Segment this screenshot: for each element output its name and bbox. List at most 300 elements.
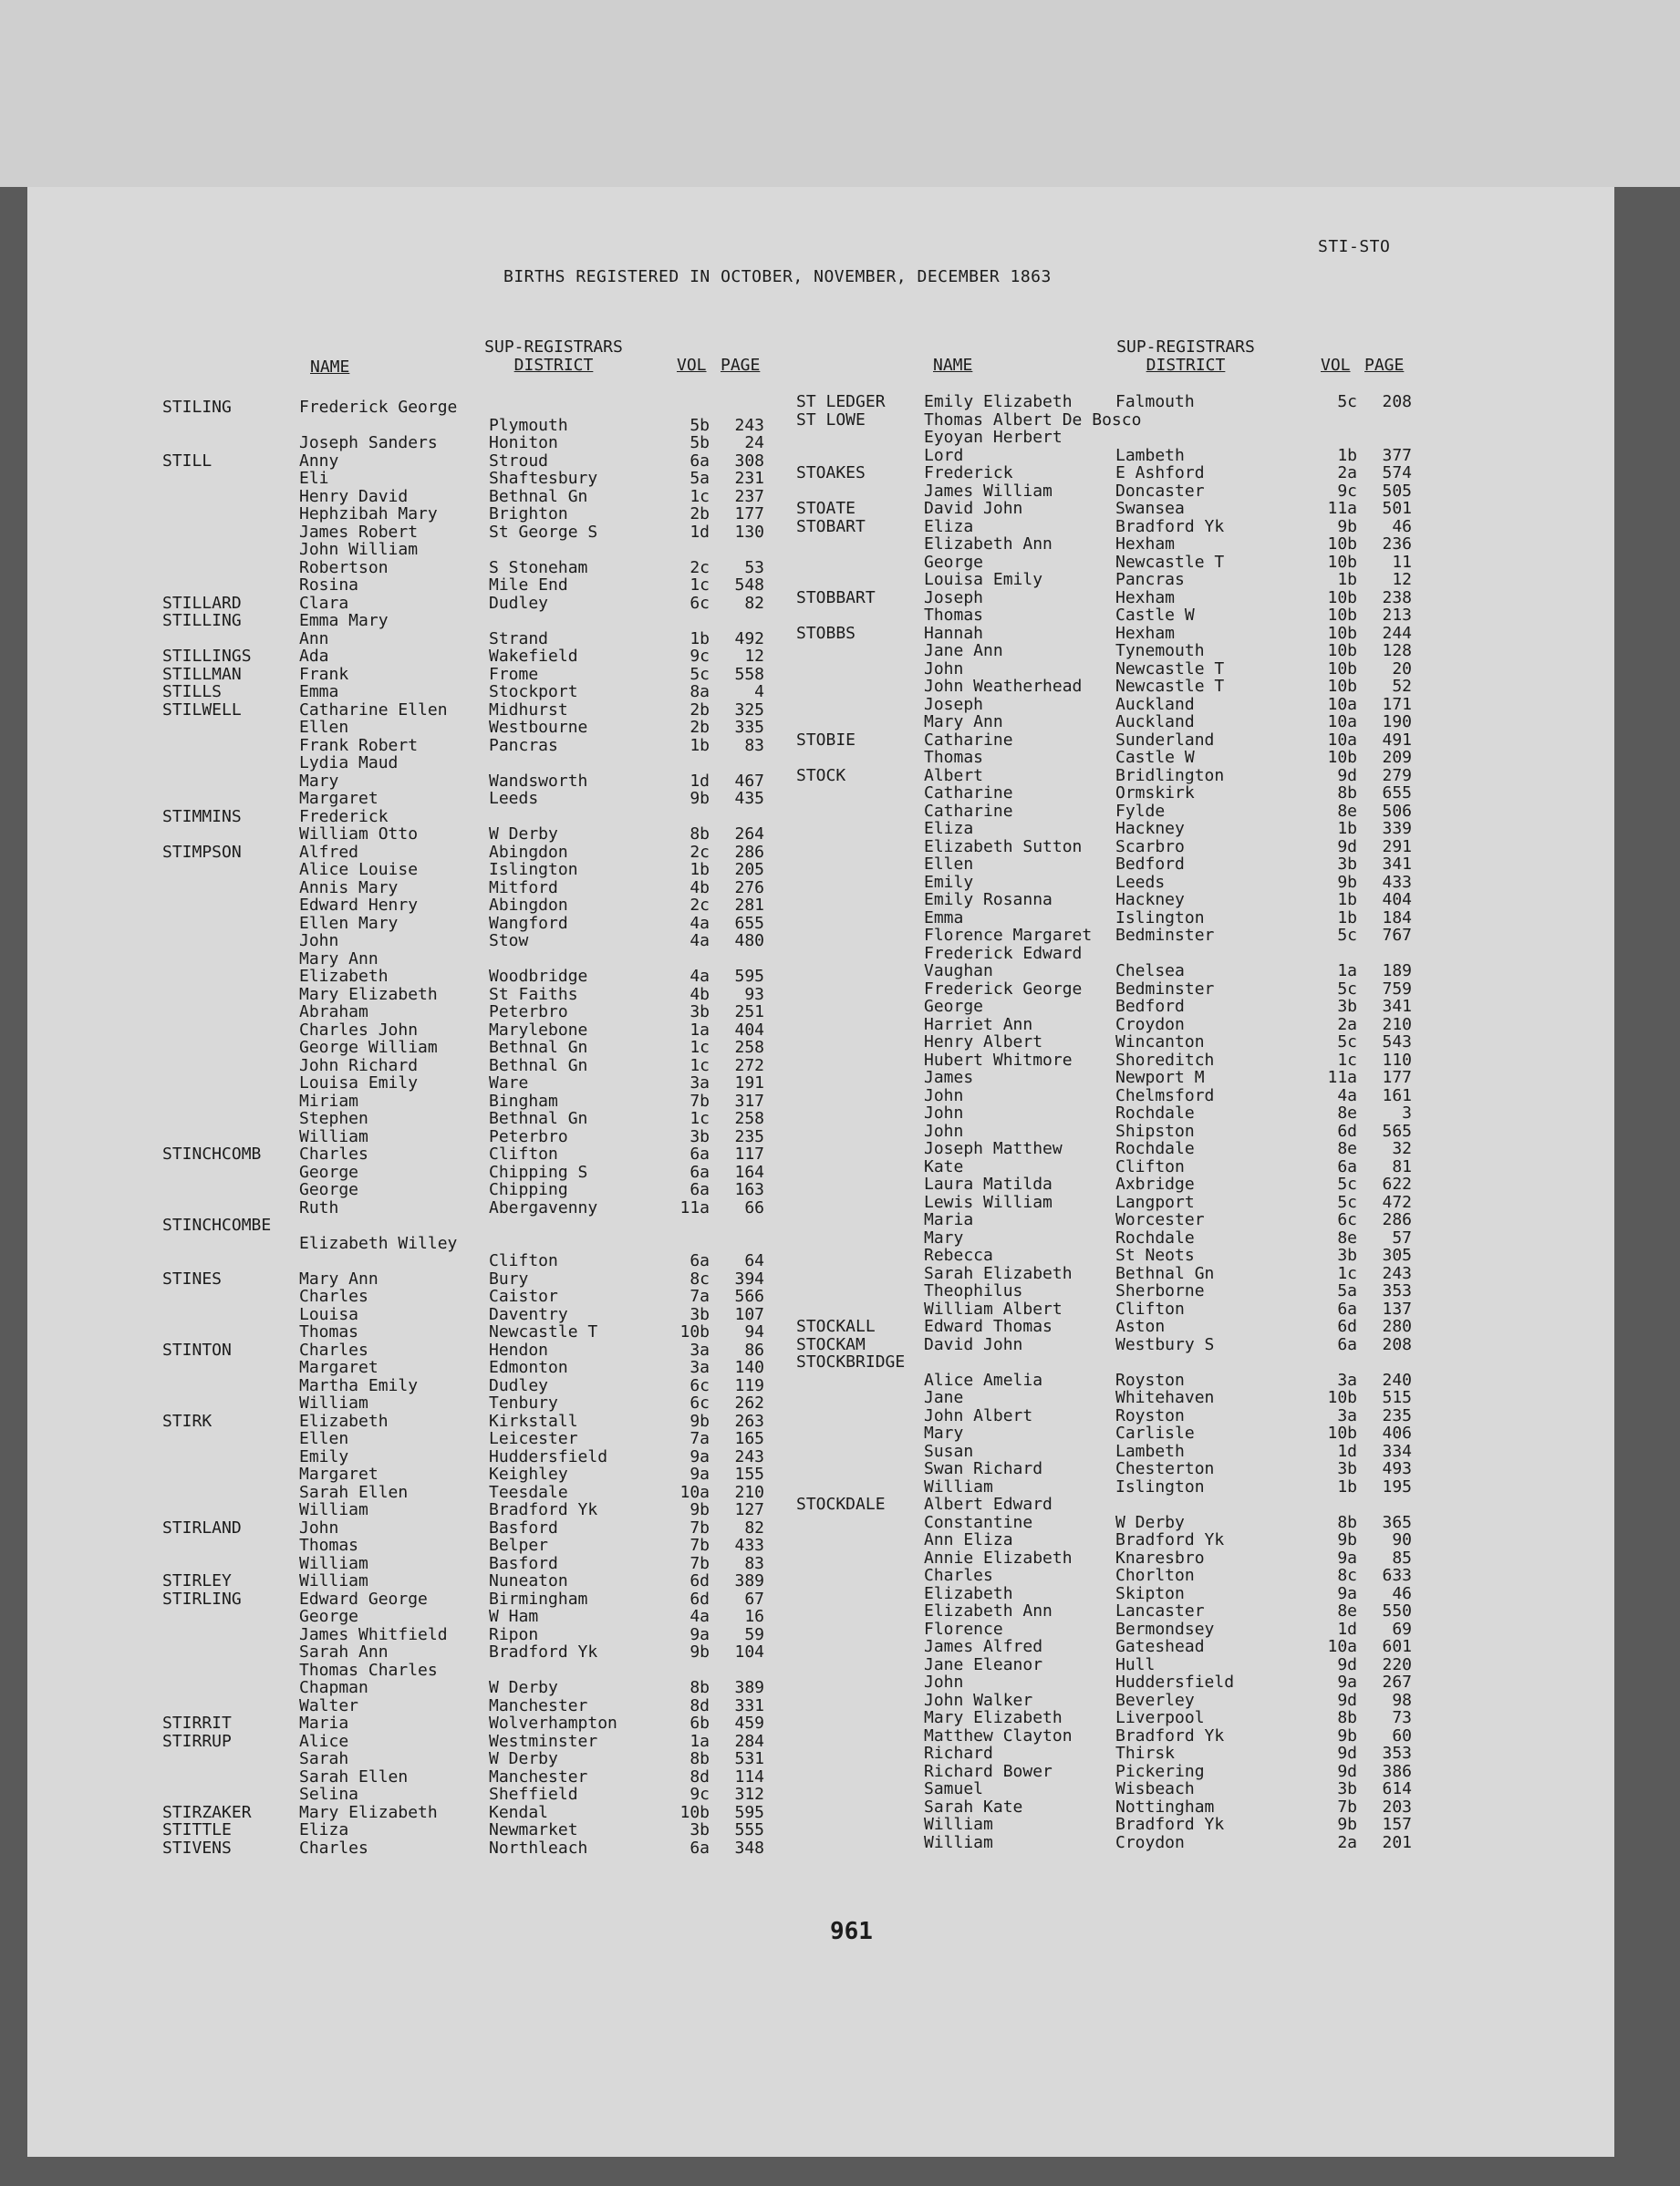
register-entry (162, 1448, 819, 1466)
entry-surname: STIRLEY (162, 1571, 232, 1590)
entry-surname: STOCKALL (796, 1317, 876, 1336)
entry-surname: ST LEDGER (796, 392, 886, 411)
entry-forename: Eli (299, 469, 329, 488)
entry-page-ref: 46 (1392, 516, 1412, 536)
entry-page-ref: 767 (1382, 926, 1412, 945)
entry-page-ref: 4 (754, 682, 764, 701)
entry-page-ref: 73 (1392, 1708, 1412, 1727)
entry-district: Ripon (489, 1624, 539, 1644)
entry-page-ref: 83 (744, 735, 764, 755)
entry-district: Keighley (489, 1465, 568, 1484)
entry-page-ref: 189 (1382, 961, 1412, 980)
entry-district: Huddersfield (1115, 1673, 1235, 1692)
register-entry (796, 1727, 1471, 1746)
entry-district: Bury (489, 1269, 529, 1289)
entry-forename: Sarah Elizabeth (924, 1263, 1073, 1283)
register-entry (162, 1466, 819, 1484)
entry-district: Bedminster (1115, 926, 1215, 945)
entry-forename: Thomas (924, 606, 984, 625)
register-entry (162, 1288, 819, 1306)
entry-district: Chipping (489, 1180, 568, 1199)
entry-forename: Margaret (299, 1465, 379, 1484)
entry-page-ref: 389 (734, 1571, 764, 1590)
entry-district: Newport M (1115, 1068, 1205, 1087)
entry-forename: Sarah Kate (924, 1797, 1023, 1817)
entry-forename: Elizabeth Ann (924, 1601, 1053, 1621)
entry-forename: Thomas (299, 1322, 359, 1342)
entry-district: Falmouth (1115, 392, 1195, 411)
entry-district: Kendal (489, 1802, 549, 1822)
register-entry (796, 1087, 1471, 1105)
entry-page-ref: 57 (1392, 1228, 1412, 1248)
entry-volume: 1d (690, 771, 710, 791)
entry-page-ref: 353 (1382, 1281, 1412, 1300)
entry-volume: 6c (690, 593, 710, 613)
entry-volume: 3a (690, 1073, 710, 1093)
entry-forename: Swan Richard (924, 1459, 1043, 1478)
register-entry (796, 1549, 1471, 1568)
register-entry (162, 1164, 819, 1182)
entry-volume: 4a (1337, 1085, 1357, 1105)
entry-district: Basford (489, 1553, 558, 1573)
entry-district: Doncaster (1115, 481, 1205, 501)
left-col-page-header: PAGE (721, 356, 761, 375)
register-entry (796, 1531, 1471, 1549)
entry-forename: Frederick (299, 806, 389, 826)
entry-volume: 9b (1337, 1815, 1357, 1834)
entry-forename: Louisa Emily (924, 570, 1043, 589)
entry-forename: Charles (924, 1566, 993, 1585)
register-entry (796, 571, 1471, 589)
entry-page-ref: 505 (1382, 481, 1412, 501)
entry-forename: Catharine Ellen (299, 699, 448, 720)
entry-forename: Alice (299, 1731, 349, 1751)
entry-page-ref: 655 (1382, 783, 1412, 803)
entry-volume: 9c (690, 1785, 710, 1804)
entry-district: Wisbeach (1115, 1779, 1195, 1798)
entry-volume: 1b (1337, 445, 1357, 465)
entry-page-ref: 210 (734, 1482, 764, 1502)
entry-page-ref: 543 (1382, 1032, 1412, 1052)
entry-district: Edmonton (489, 1358, 568, 1377)
entry-page-ref: 406 (1382, 1424, 1412, 1443)
entry-forename: Matthew Clayton (924, 1725, 1073, 1746)
entry-forename: Anny (299, 451, 339, 471)
entry-forename: Thomas Albert De Bosco (924, 409, 1142, 430)
entry-volume: 9b (690, 1411, 710, 1431)
register-entry (162, 595, 819, 613)
register-entry (796, 1816, 1471, 1834)
register-entry (162, 1821, 819, 1839)
entry-page-ref: 161 (1382, 1085, 1412, 1105)
register-entry (162, 488, 819, 506)
entry-district: Bradford Yk (1115, 1530, 1225, 1549)
register-entry (796, 429, 1471, 447)
entry-page-ref: 305 (1382, 1246, 1412, 1265)
entry-page-ref: 353 (1382, 1744, 1412, 1763)
entry-volume: 8b (1337, 1512, 1357, 1532)
register-entry (796, 980, 1471, 999)
register-entry (162, 523, 819, 542)
entry-forename: Mary Elizabeth (299, 984, 438, 1004)
entry-district: Clifton (1115, 1299, 1185, 1319)
register-entry (796, 1514, 1471, 1532)
entry-forename: John (924, 658, 964, 679)
register-entry (796, 393, 1471, 411)
entry-forename: Henry David (299, 486, 409, 506)
entry-district: Bedford (1115, 855, 1185, 874)
entry-volume: 11a (679, 1197, 710, 1217)
entry-volume: 6a (690, 1180, 710, 1199)
entry-volume: 7b (690, 1518, 710, 1538)
entry-forename: Stephen (299, 1109, 368, 1128)
entry-page-ref: 377 (1382, 445, 1412, 465)
register-entry (796, 784, 1471, 803)
entry-volume: 8e (1337, 1103, 1357, 1123)
entry-page-ref: 244 (1382, 623, 1412, 643)
entry-volume: 2c (690, 896, 710, 915)
register-entry (162, 399, 819, 417)
entry-forename: Maria (299, 1714, 349, 1733)
entry-district: Carlisle (1115, 1424, 1195, 1443)
register-entry (796, 962, 1471, 980)
entry-volume: 10b (1327, 1424, 1357, 1443)
entry-volume: 9a (690, 1624, 710, 1644)
register-entry (796, 1229, 1471, 1248)
entry-volume: 9a (1337, 1583, 1357, 1603)
entry-volume: 9b (1337, 872, 1357, 892)
register-entry (162, 1715, 819, 1733)
register-entry (162, 1252, 819, 1270)
entry-district: Leicester (489, 1429, 578, 1448)
entry-volume: 1d (1337, 1619, 1357, 1639)
page-range: STI-STO (1318, 237, 1391, 256)
entry-page-ref: 157 (1382, 1815, 1412, 1834)
register-entry (162, 1430, 819, 1448)
entry-volume: 6d (690, 1589, 710, 1609)
entry-forename: Annis Mary (299, 877, 399, 897)
entry-forename: Sarah Ann (299, 1642, 389, 1662)
register-entry (162, 1750, 819, 1768)
entry-district: Langport (1115, 1192, 1195, 1212)
right-col-name-header: NAME (933, 356, 973, 375)
entry-volume: 6c (690, 1393, 710, 1413)
entry-district: Tynemouth (1115, 641, 1205, 660)
register-entry (162, 1377, 819, 1395)
entry-page-ref: 614 (1382, 1779, 1412, 1798)
register-entry (162, 915, 819, 933)
entry-forename: Ellen (299, 718, 349, 737)
entry-forename: William (299, 1553, 368, 1573)
entry-volume: 6d (1337, 1121, 1357, 1141)
entry-volume: 10b (1327, 658, 1357, 679)
entry-forename: Jane Ann (924, 641, 1003, 660)
entry-volume: 6a (690, 1251, 710, 1270)
entry-forename: William (924, 1815, 993, 1834)
entry-forename: Elizabeth (924, 1583, 1013, 1603)
entry-page-ref: 506 (1382, 801, 1412, 821)
entry-district: Abergavenny (489, 1197, 598, 1217)
entry-forename: Clara (299, 593, 349, 613)
entry-surname: STOATE (796, 499, 856, 518)
entry-page-ref: 558 (734, 664, 764, 684)
entry-district: Lambeth (1115, 1441, 1185, 1461)
entry-forename: William (299, 1393, 368, 1413)
entry-surname: STOBBS (796, 623, 856, 643)
entry-forename: James William (924, 481, 1053, 501)
entry-district: Bethnal Gn (1115, 1263, 1215, 1283)
entry-district: Chipping S (489, 1162, 588, 1182)
entry-volume: 9d (1337, 1690, 1357, 1710)
entry-forename: John (924, 1103, 964, 1123)
register-entry (162, 1572, 819, 1590)
entry-volume: 2c (690, 557, 710, 577)
entry-forename: Maria (924, 1210, 974, 1229)
register-entry (162, 896, 819, 915)
entry-volume: 9b (1337, 1725, 1357, 1746)
register-entry (162, 986, 819, 1004)
entry-forename: Richard (924, 1744, 993, 1763)
entry-page-ref: 104 (734, 1642, 764, 1662)
entry-forename: Eyoyan Herbert (924, 428, 1063, 447)
entry-district: Islington (1115, 907, 1205, 927)
entry-district: Belper (489, 1536, 549, 1555)
entry-page-ref: 459 (734, 1714, 764, 1733)
entry-forename: Susan (924, 1441, 974, 1461)
entry-volume: 8b (1337, 783, 1357, 803)
entry-district: Bradford Yk (489, 1500, 598, 1519)
entry-page-ref: 272 (734, 1055, 764, 1075)
entry-volume: 4a (690, 1607, 710, 1626)
entry-forename: Henry Albert (924, 1032, 1043, 1052)
entry-forename: Charles (299, 1838, 368, 1858)
entry-volume: 6c (1337, 1210, 1357, 1229)
left-col-name-header: NAME (310, 357, 350, 377)
entry-district: Abingdon (489, 842, 568, 862)
register-entry (796, 1282, 1471, 1300)
entry-page-ref: 46 (1392, 1583, 1412, 1603)
entry-district: Auckland (1115, 694, 1195, 714)
entry-page-ref: 69 (1392, 1619, 1412, 1639)
entry-forename: Ellen Mary (299, 913, 399, 933)
entry-forename: Elizabeth Ann (924, 534, 1053, 554)
entry-district: Auckland (1115, 712, 1195, 731)
entry-forename: Elizabeth Sutton (924, 836, 1083, 856)
entry-volume: 1c (1337, 1050, 1357, 1070)
entry-district: Clifton (489, 1145, 558, 1164)
register-entry (162, 1643, 819, 1662)
entry-page-ref: 64 (744, 1251, 764, 1270)
entry-volume: 3b (1337, 997, 1357, 1016)
entry-forename: Ann (299, 628, 329, 648)
entry-district: Sunderland (1115, 730, 1215, 750)
right-col-page-header: PAGE (1364, 356, 1405, 375)
entry-forename: Emma (924, 907, 964, 927)
entry-forename: Mary (299, 771, 339, 791)
entry-district: Chelsea (1115, 961, 1185, 980)
entry-page-ref: 220 (1382, 1654, 1412, 1674)
entry-district: Croydon (1115, 1014, 1185, 1034)
entry-district: Daventry (489, 1304, 568, 1324)
register-entry (796, 820, 1471, 838)
register-entry (162, 808, 819, 826)
register-entry (796, 447, 1471, 465)
entry-forename: Ann Eliza (924, 1530, 1013, 1549)
left-col-vol-header: VOL (677, 356, 707, 375)
register-entry (796, 1638, 1471, 1656)
entry-volume: 4b (690, 984, 710, 1004)
entry-page-ref: 394 (734, 1269, 764, 1289)
page-number: 961 (830, 1918, 873, 1945)
entry-page-ref: 548 (734, 575, 764, 595)
entry-district: Newmarket (489, 1820, 578, 1839)
entry-forename: George (299, 1607, 359, 1626)
entry-volume: 8e (1337, 1601, 1357, 1621)
entry-volume: 1b (1337, 890, 1357, 909)
entry-surname: STOCK (796, 765, 846, 785)
entry-forename: Robertson (299, 557, 389, 577)
entry-volume: 10b (1327, 552, 1357, 572)
entry-forename: Elizabeth Willey (299, 1233, 458, 1253)
entry-volume: 5c (1337, 1175, 1357, 1194)
entry-district: Sheffield (489, 1785, 578, 1804)
entry-district: Shipston (1115, 1121, 1195, 1141)
entry-surname: STINTON (162, 1340, 232, 1360)
entry-page-ref: 467 (734, 771, 764, 791)
entry-page-ref: 52 (1392, 677, 1412, 696)
entry-district: Pancras (1115, 570, 1185, 589)
entry-forename: Mary (924, 1424, 964, 1443)
entry-volume: 1c (690, 1109, 710, 1128)
entry-district: Mile End (489, 575, 568, 595)
entry-page-ref: 555 (734, 1820, 764, 1839)
entry-district: Bingham (489, 1091, 558, 1111)
entry-district: Clifton (489, 1251, 558, 1270)
entry-district: Caistor (489, 1287, 558, 1306)
register-entry (796, 1478, 1471, 1497)
entry-page-ref: 258 (734, 1038, 764, 1057)
entry-forename: Louisa Emily (299, 1073, 419, 1093)
entry-surname: STIMMINS (162, 806, 242, 826)
register-entry (796, 749, 1471, 767)
entry-page-ref: 348 (734, 1838, 764, 1858)
entry-forename: Emily (924, 872, 974, 892)
entry-page-ref: 231 (734, 469, 764, 488)
register-entry (162, 1804, 819, 1822)
entry-volume: 1a (1337, 961, 1357, 980)
entry-volume: 8d (690, 1695, 710, 1715)
entry-forename: Frank (299, 664, 349, 684)
entry-forename: Harriet Ann (924, 1014, 1033, 1034)
entry-forename: Mary Elizabeth (299, 1802, 438, 1822)
entry-district: Royston (1115, 1370, 1185, 1390)
entry-forename: Emily Elizabeth (924, 392, 1073, 411)
entry-forename: James Alfred (924, 1637, 1043, 1656)
entry-forename: William (299, 1126, 368, 1146)
entry-volume: 9a (690, 1446, 710, 1466)
entry-district: Royston (1115, 1405, 1185, 1425)
entry-district: Peterbro (489, 1126, 568, 1146)
entry-page-ref: 117 (734, 1145, 764, 1164)
entry-page-ref: 137 (1382, 1299, 1412, 1319)
entry-volume: 3b (690, 1820, 710, 1839)
entry-forename: Frederick George (924, 979, 1083, 999)
entry-page-ref: 280 (1382, 1317, 1412, 1336)
entry-page-ref: 213 (1382, 606, 1412, 625)
entry-page-ref: 655 (734, 913, 764, 933)
entry-page-ref: 480 (734, 931, 764, 950)
register-entry (796, 927, 1471, 945)
entry-forename: John William (299, 540, 419, 559)
entry-surname: STIRRIT (162, 1714, 232, 1733)
register-entry (796, 606, 1471, 625)
entry-volume: 5c (1337, 392, 1357, 411)
entry-surname: STOCKBRIDGE (796, 1352, 906, 1372)
entry-district: Stow (489, 931, 529, 950)
entry-surname: STOCKAM (796, 1334, 866, 1354)
entry-district: Chesterton (1115, 1459, 1215, 1478)
register-entry (796, 891, 1471, 909)
entry-page-ref: 531 (734, 1749, 764, 1768)
entry-volume: 3b (690, 1126, 710, 1146)
entry-district: Leeds (489, 789, 539, 808)
entry-page-ref: 119 (734, 1375, 764, 1395)
register-entry (162, 754, 819, 772)
entry-volume: 9b (1337, 516, 1357, 536)
entry-volume: 9c (690, 647, 710, 666)
entry-surname: STIRLING (162, 1589, 242, 1609)
entry-page-ref: 16 (744, 1607, 764, 1626)
left-col-district-header-1: SUP-REGISTRARS (484, 337, 623, 357)
entry-page-ref: 110 (1382, 1050, 1412, 1070)
entry-district: Manchester (489, 1695, 588, 1715)
entry-forename: Ellen (924, 855, 974, 874)
entry-page-ref: 201 (1382, 1832, 1412, 1852)
entry-district: Dudley (489, 593, 549, 613)
entry-surname: STOBART (796, 516, 866, 536)
entry-forename: Kate (924, 1156, 964, 1176)
entry-volume: 9b (690, 1642, 710, 1662)
register-entry (162, 701, 819, 720)
entry-volume: 5a (690, 469, 710, 488)
entry-page-ref: 59 (744, 1624, 764, 1644)
entry-district: Dudley (489, 1375, 549, 1395)
entry-volume: 5c (690, 664, 710, 684)
entry-page-ref: 163 (734, 1180, 764, 1199)
entry-page-ref: 85 (1392, 1548, 1412, 1568)
register-entry (162, 1323, 819, 1342)
entry-district: Bermondsey (1115, 1619, 1215, 1639)
entry-page-ref: 208 (1382, 392, 1412, 411)
entry-volume: 6d (1337, 1317, 1357, 1336)
entry-forename: Rosina (299, 575, 359, 595)
entry-forename: Eliza (924, 516, 974, 536)
entry-volume: 2b (690, 699, 710, 720)
entry-district: Scarbro (1115, 836, 1185, 856)
entry-forename: Frank Robert (299, 735, 419, 755)
entry-page-ref: 550 (1382, 1601, 1412, 1621)
register-entry (162, 879, 819, 897)
entry-surname: STIRZAKER (162, 1802, 252, 1822)
entry-district: Hendon (489, 1340, 549, 1360)
entry-volume: 3b (690, 1304, 710, 1324)
entry-forename: James (924, 1068, 974, 1087)
register-entry (162, 1555, 819, 1573)
entry-volume: 3b (1337, 1459, 1357, 1478)
entry-page-ref: 90 (1392, 1530, 1412, 1549)
entry-forename: William (924, 1832, 993, 1852)
entry-forename: Thomas (924, 748, 984, 767)
